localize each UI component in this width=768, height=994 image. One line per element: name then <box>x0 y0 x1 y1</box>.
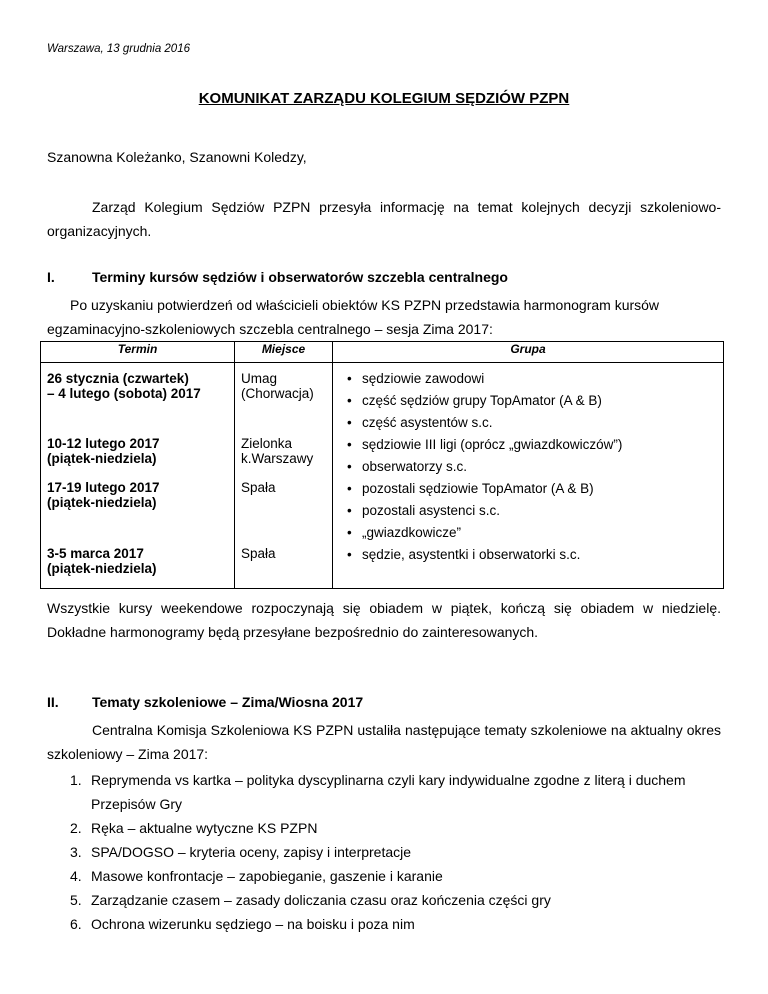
intro-paragraph: Zarząd Kolegium Sędziów PZPN przesyła informację na temat kolejnych decyzji szkoleniowo-organizacyjnych. <box>47 199 721 239</box>
row-date-line2: (piątek-niedziela) <box>47 561 157 576</box>
row-place-line2: (Chorwacja) <box>241 386 314 401</box>
section-1-note: Wszystkie kursy weekendowe rozpoczynają się obiadem w piątek, kończą się obiadem w niedzielę. Dokładne harmonogramy będą przesyłane bezpośrednio do zainteresowanych. <box>47 600 721 640</box>
row-date-line1: 17-19 lutego 2017 <box>47 480 160 495</box>
group-item: • sędziowie III ligi (oprócz „gwiazdkowiczów”) <box>347 434 717 456</box>
row-place-line2: k.Warszawy <box>241 451 314 466</box>
row-date-line1: 3-5 marca 2017 <box>47 546 144 561</box>
row-date-line1: 10-12 lutego 2017 <box>47 436 160 451</box>
header-miejsce: Miejsce <box>235 342 333 363</box>
section-2-title: Tematy szkoleniowe – Zima/Wiosna 2017 <box>92 694 364 710</box>
header-termin: Termin <box>117 342 158 356</box>
bullet-icon: • <box>347 459 352 474</box>
document-title: KOMUNIKAT ZARZĄDU KOLEGIUM SĘDZIÓW PZPN <box>198 90 570 107</box>
row-place-line1: Zielonka <box>241 436 293 451</box>
list-item: 6. Ochrona wizerunku sędziego – na boisku i poza nim <box>70 916 415 932</box>
table-row <box>41 478 724 544</box>
group-item: • „gwiazdkowicze” <box>347 522 717 544</box>
bullet-icon: • <box>347 481 352 496</box>
bullet-icon: • <box>347 393 352 408</box>
section-1-number: I. <box>47 269 55 285</box>
group-item: • obserwatorzy s.c. <box>347 456 717 478</box>
row-date-line2: (piątek-niedziela) <box>47 495 157 510</box>
list-item: 1. Reprymenda vs kartka – polityka dyscyplinarna czyli kary indywidualne zgodne z literą i duchem Przepisów Gry <box>70 772 686 812</box>
bullet-icon: • <box>347 437 352 452</box>
schedule-header-row <box>41 342 724 363</box>
greeting: Szanowna Koleżanko, Szanowni Koledzy, <box>47 149 307 165</box>
bullet-icon: • <box>347 503 352 518</box>
group-item: • sędzie, asystentki i obserwatorki s.c. <box>347 544 717 566</box>
header-grupa: Grupa <box>333 342 724 363</box>
section-2-text: Centralna Komisja Szkoleniowa KS PZPN ustaliła następujące tematy szkoleniowe na aktualny okres szkoleniowy – Zima 2017: <box>47 722 721 762</box>
group-item: • pozostali asystenci s.c. <box>347 500 717 522</box>
topics-list <box>47 768 721 936</box>
section-1-title: Terminy kursów sędziów i obserwatorów szczebla centralnego <box>92 269 508 285</box>
list-item: 3. SPA/DOGSO – kryteria oceny, zapisy i interpretacje <box>70 844 412 860</box>
table-row <box>41 434 724 478</box>
bullet-icon: • <box>347 547 352 562</box>
table-row <box>41 544 724 588</box>
list-item: 5. Zarządzanie czasem – zasady doliczania czasu oraz kończenia części gry <box>70 892 551 908</box>
group-item: • pozostali sędziowie TopAmator (A & B) <box>347 478 717 500</box>
row-place-line1: Spała <box>241 480 276 495</box>
bullet-icon: • <box>347 415 352 430</box>
group-item: • część sędziów grupy TopAmator (A & B) <box>347 390 717 412</box>
row-date-line2: – 4 lutego (sobota) 2017 <box>47 386 201 401</box>
schedule-table <box>40 341 724 589</box>
document-date: Warszawa, 13 grudnia 2016 <box>47 43 190 55</box>
table-row <box>41 363 724 435</box>
list-item: 2. Ręka – aktualne wytyczne KS PZPN <box>70 820 318 836</box>
row-date-line1: 26 stycznia (czwartek) <box>47 371 189 386</box>
group-item: • część asystentów s.c. <box>347 412 717 434</box>
group-item: • sędziowie zawodowi <box>347 368 717 390</box>
list-item: 4. Masowe konfrontacje – zapobieganie, gaszenie i karanie <box>70 868 443 884</box>
row-place-line1: Spała <box>241 546 276 561</box>
bullet-icon: • <box>347 371 352 386</box>
row-date-line2: (piątek-niedziela) <box>47 451 157 466</box>
section-2-number: II. <box>47 694 59 710</box>
bullet-icon: • <box>347 525 352 540</box>
section-1-text: Po uzyskaniu potwierdzeń od właścicieli obiektów KS PZPN przedstawia harmonogram kursów egzaminacyjno-szkoleniowych szczebla centralnego – sesja Zima 2017: <box>47 297 660 337</box>
row-place-line1: Umag <box>241 371 278 386</box>
